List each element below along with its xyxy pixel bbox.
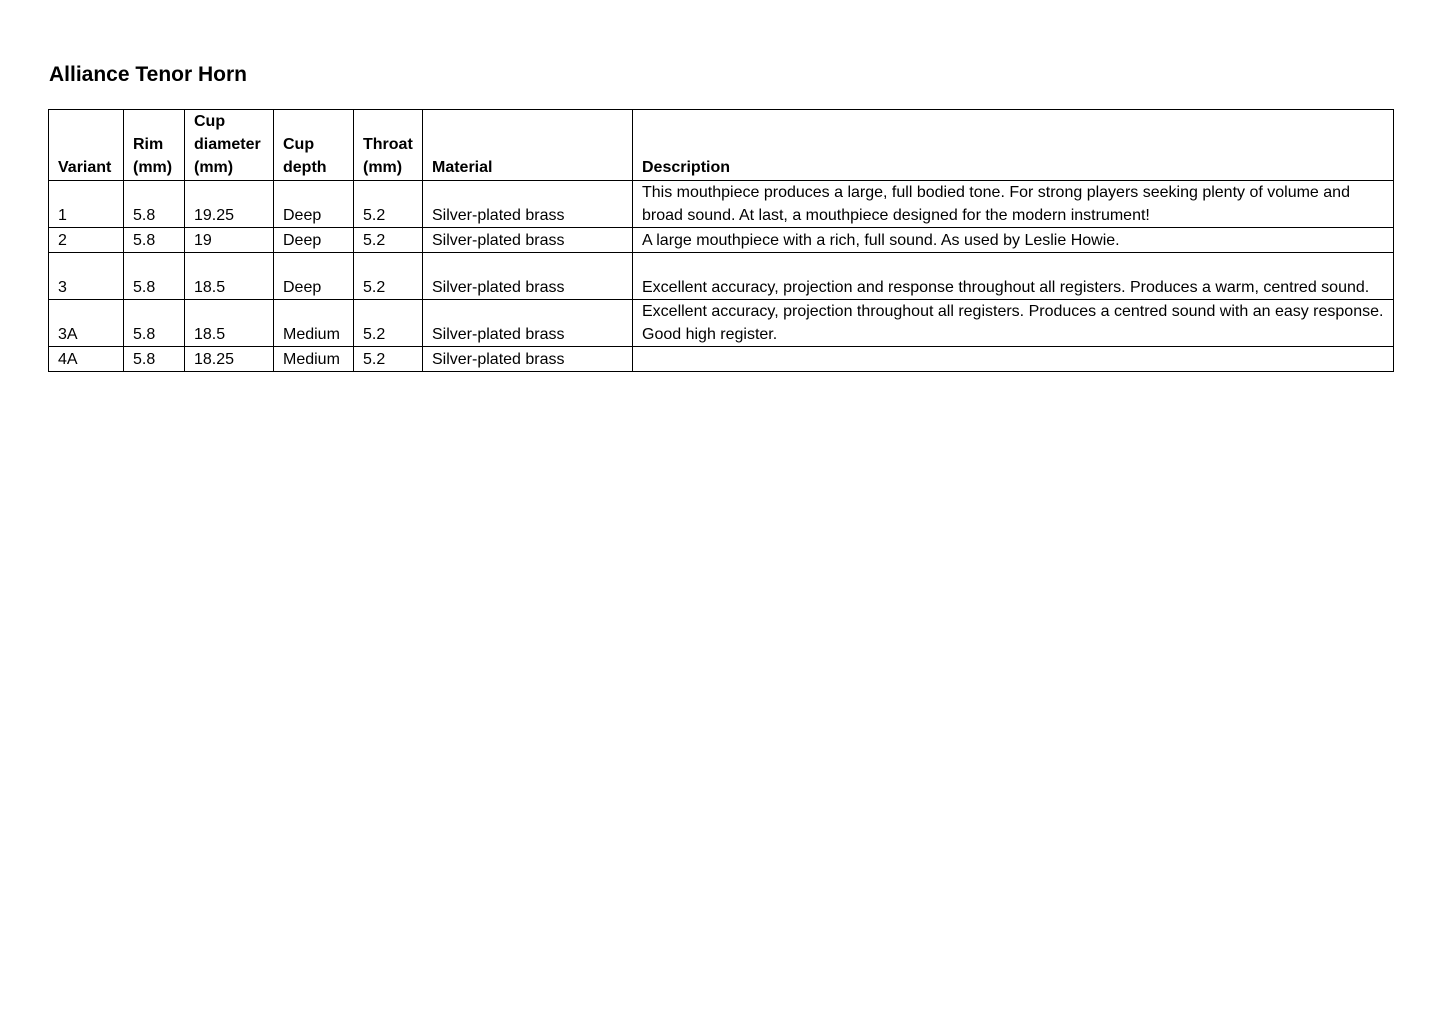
cell-variant: 3A xyxy=(49,300,124,347)
table-header-row xyxy=(49,110,1394,181)
header-throat-line: (mm) xyxy=(363,159,403,176)
cell-throat: 5.2 xyxy=(354,300,423,347)
cell-rim: 5.8 xyxy=(124,181,185,228)
header-rim-line: Rim xyxy=(133,136,164,153)
header-cup-depth-line: depth xyxy=(283,159,327,176)
header-material xyxy=(423,110,633,181)
header-material-line: Material xyxy=(432,159,493,176)
header-rim xyxy=(124,110,185,181)
cell-material: Silver-plated brass xyxy=(423,181,633,228)
table-row xyxy=(49,228,1394,253)
cell-description: A large mouthpiece with a rich, full sound. As used by Leslie Howie. xyxy=(633,228,1394,253)
cell-description: This mouthpiece produces a large, full bodied tone. For strong players seeking plenty of volume and broad sound. At last, a mouthpiece designed for the modern instrument! xyxy=(633,181,1394,228)
cell-cup-depth: Medium xyxy=(274,300,354,347)
cell-description xyxy=(633,347,1394,372)
cell-cup-diameter: 19.25 xyxy=(185,181,274,228)
cell-cup-diameter: 19 xyxy=(185,228,274,253)
cell-cup-depth: Medium xyxy=(274,347,354,372)
cell-throat: 5.2 xyxy=(354,228,423,253)
cell-variant: 1 xyxy=(49,181,124,228)
header-description-line: Description xyxy=(642,159,731,176)
cell-variant: 4A xyxy=(49,347,124,372)
header-cup-diameter xyxy=(185,110,274,181)
header-cup-diameter-line: diameter xyxy=(194,136,261,153)
cell-description: Excellent accuracy, projection and response throughout all registers. Produces a warm, centred sound. xyxy=(633,253,1394,300)
cell-cup-depth: Deep xyxy=(274,181,354,228)
cell-rim: 5.8 xyxy=(124,300,185,347)
cell-cup-diameter: 18.5 xyxy=(185,300,274,347)
header-throat xyxy=(354,110,423,181)
cell-variant: 3 xyxy=(49,253,124,300)
page-title: Alliance Tenor Horn xyxy=(49,63,247,86)
table-row xyxy=(49,253,1394,300)
cell-variant: 2 xyxy=(49,228,124,253)
cell-rim: 5.8 xyxy=(124,228,185,253)
table-row xyxy=(49,347,1394,372)
cell-throat: 5.2 xyxy=(354,253,423,300)
cell-rim: 5.8 xyxy=(124,347,185,372)
cell-material: Silver-plated brass xyxy=(423,347,633,372)
table-row xyxy=(49,300,1394,347)
cell-cup-diameter: 18.25 xyxy=(185,347,274,372)
cell-throat: 5.2 xyxy=(354,181,423,228)
cell-cup-depth: Deep xyxy=(274,228,354,253)
header-cup-depth xyxy=(274,110,354,181)
header-rim-line: (mm) xyxy=(133,159,173,176)
mouthpiece-spec-table xyxy=(48,109,1394,372)
header-cup-depth-line: Cup xyxy=(283,136,315,153)
header-description xyxy=(633,110,1394,181)
cell-material: Silver-plated brass xyxy=(423,300,633,347)
header-variant xyxy=(49,110,124,181)
cell-cup-depth: Deep xyxy=(274,253,354,300)
cell-material: Silver-plated brass xyxy=(423,228,633,253)
table-row xyxy=(49,181,1394,228)
header-variant-line: Variant xyxy=(58,159,112,176)
header-throat-line: Throat xyxy=(363,136,413,153)
header-cup-diameter-line: Cup xyxy=(194,113,226,130)
cell-cup-diameter: 18.5 xyxy=(185,253,274,300)
cell-throat: 5.2 xyxy=(354,347,423,372)
cell-rim: 5.8 xyxy=(124,253,185,300)
cell-description: Excellent accuracy, projection throughout all registers. Produces a centred sound with an easy response. Good high register. xyxy=(633,300,1394,347)
cell-material: Silver-plated brass xyxy=(423,253,633,300)
header-cup-diameter-line: (mm) xyxy=(194,159,234,176)
